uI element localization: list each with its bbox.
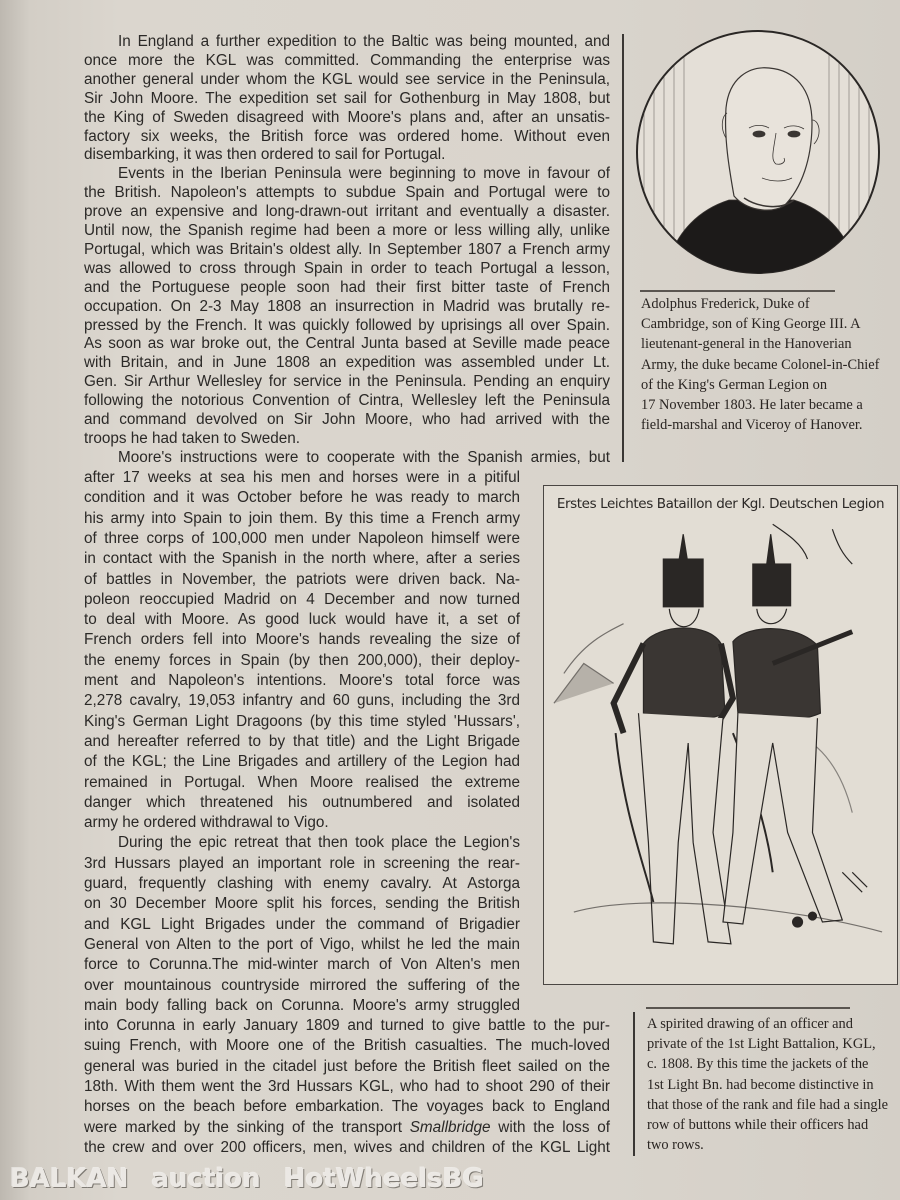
text-line [84, 813, 520, 833]
watermark-line1: BALKAN [10, 1164, 129, 1194]
text-line [84, 935, 520, 955]
caption-line: Adolphus Frederick, Duke of [641, 296, 810, 312]
text-line-content: and command devolved on Sir John Moore, who had arrived with the [84, 411, 610, 428]
text-line [84, 894, 520, 914]
column-rule-bottom [633, 1012, 635, 1156]
text-line-content: Until now, the Spanish regime had been a more or less willing ally, unlike [84, 222, 610, 239]
caption-line: A spirited drawing of an officer and [647, 1016, 853, 1032]
text-line [84, 222, 610, 241]
text-line [84, 996, 520, 1016]
text-line-content: guard, frequently clashing with enemy cavalry. At Astorga [84, 875, 520, 892]
text-line-content: the King of Sweden disagreed with Moore's plans and, after an unsatis- [84, 108, 610, 126]
text-line [84, 773, 520, 793]
text-line [84, 317, 610, 336]
text-line-content: general was buried in the citadel just before the British fleet sailed on the [84, 1057, 610, 1075]
text-line-content: King's German Light Dragoons (by this time styled 'Hussars', [84, 712, 520, 730]
text-line-content: was allowed to cross through Spain in order to teach Portugal a lesson, [84, 259, 610, 277]
caption-line: c. 1808. By this time the jackets of the [647, 1056, 869, 1073]
text-line-content: French orders fell into Moore's hands revealing the size of [84, 631, 520, 649]
caption-line: 17 November 1803. He later became a [641, 396, 863, 413]
text-line [84, 260, 610, 279]
text-line [84, 671, 520, 691]
watermark-line3: HotWheelsBG [283, 1164, 484, 1194]
text-line-content: on 30 December Moore split his forces, sending the British [84, 895, 520, 913]
portrait-duke-of-cambridge [634, 28, 882, 276]
caption-line: row of buttons while their officers had [647, 1116, 869, 1133]
text-line-content: During the epic retreat that then took place the Legion's [118, 834, 520, 852]
text-line [84, 165, 610, 184]
text-line-content: after 17 weeks at sea his men and horses were in a pitiful [84, 469, 520, 486]
text-line [84, 411, 610, 430]
text-line-content: another general under whom the KGL would see service in the Peninsula, [84, 70, 610, 88]
column-rule-top [622, 34, 624, 462]
text-segment: were marked by the sinking of the transport [84, 1118, 410, 1136]
text-line [84, 833, 520, 853]
text-line [84, 392, 610, 411]
text-line-content: factory six weeks, the British force was ordered home. Without even [84, 127, 610, 145]
text-line-content: Gen. Sir Arthur Wellesley for service in the Peninsula. Pending an enquiry [84, 373, 610, 391]
text-line-content: troops he had taken to Sweden. [84, 429, 301, 447]
text-line [84, 468, 520, 488]
text-line-content: disembarking, it was then ordered to sail for Portugal. [84, 146, 446, 164]
text-line [84, 354, 610, 373]
text-line-content: 18th. With them went the 3rd Hussars KGL, who had to shoot 290 of their [84, 1078, 610, 1095]
text-line [84, 955, 520, 975]
text-line [84, 1057, 610, 1077]
soldiers-drawing [544, 514, 897, 982]
text-line-content: Portugal, which was Britain's oldest ally. In September 1807 a French army [84, 240, 610, 258]
text-line [84, 203, 610, 222]
text-line-content: As soon as war broke out, the Central Junta based at Seville made peace [84, 335, 610, 353]
text-line-content: Moore's instructions were to cooperate with the Spanish armies, but [118, 448, 610, 466]
text-line [84, 570, 520, 590]
text-line-content: with Britain, and in June 1808 an expedition was assembled under Lt. [84, 354, 610, 372]
text-line [84, 109, 610, 128]
text-line-content: of battles in November, the patriots were driven back. Na- [84, 570, 520, 588]
caption-line: Cambridge, son of King George III. A [641, 316, 861, 333]
watermark [10, 1162, 498, 1196]
text-line [84, 1036, 610, 1056]
text-line-content: horses on the beach before embarkation. The voyages back to England [84, 1098, 610, 1116]
text-line [84, 1118, 610, 1138]
watermark-line2: auction [151, 1164, 261, 1194]
text-line-content: the enemy forces in Spain (by then 200,000), their deploy- [84, 651, 520, 669]
text-line [84, 146, 610, 165]
text-line-content: of the KGL; the Line Brigades and artillery of the Legion had [84, 753, 520, 771]
text-line [84, 610, 520, 630]
text-line-content: pressed by the French. It was quickly followed by uprisings all over Spain. [84, 316, 610, 334]
text-line [84, 752, 520, 772]
portrait-caption [641, 294, 879, 435]
caption-rule-illustration [646, 1007, 850, 1009]
text-line [84, 651, 520, 671]
text-line-content: General von Alten to the port of Vigo, whilst he led the main [84, 935, 520, 953]
text-line-content: his army into Spain to join them. By this time a French army [84, 509, 520, 527]
text-line-content: occupation. On 2-3 May 1808 an insurrection in Madrid was brutally re- [84, 297, 610, 315]
text-line [84, 691, 520, 711]
text-line-content: following the notorious Convention of Cintra, Wellesley left the Peninsula [84, 392, 610, 410]
text-line [84, 854, 520, 874]
caption-line: 1st Light Bn. had become distinctive in [647, 1076, 874, 1093]
text-line [84, 33, 610, 52]
illustration-light-battalion [543, 485, 898, 985]
text-line-content: prove an expensive and long-drawn-out irritant and eventually a disaster. [84, 203, 610, 221]
text-line [84, 712, 520, 732]
text-line [84, 298, 610, 317]
ship-name: Smallbridge [409, 1118, 491, 1136]
text-line [84, 1016, 610, 1036]
text-line-content: 3rd Hussars played an important role in screening the rear- [84, 854, 520, 872]
text-line [84, 1097, 610, 1117]
text-line [84, 529, 520, 549]
text-line [84, 90, 610, 109]
text-line-content [84, 1118, 610, 1138]
text-line [84, 71, 610, 90]
text-line [84, 241, 610, 260]
caption-line: that those of the rank and file had a single [647, 1096, 888, 1113]
text-line [84, 874, 520, 894]
caption-line: two rows. [647, 1137, 704, 1154]
text-line-content: Events in the Iberian Peninsula were beginning to move in favour of [118, 165, 610, 183]
text-line [84, 373, 610, 392]
text-line-content: Sir John Moore. The expedition set sail for Gothenburg in May 1808, but [84, 89, 610, 107]
text-line-content: ment and Napoleon's intentions. Moore's total force was [84, 672, 520, 689]
illustration-caption [647, 1014, 888, 1155]
text-line [84, 279, 610, 298]
text-line-content: and hereafter referred to by that title) and the Light Brigade [84, 732, 520, 750]
text-line-content: force to Corunna.The mid-winter march of Von Alten's men [84, 956, 520, 974]
text-line-content: to deal with Moore. As good luck would have it, a set of [84, 611, 520, 629]
text-line [84, 793, 520, 813]
caption-line: lieutenant-general in the Hanoverian [641, 336, 852, 353]
text-line [84, 430, 610, 449]
text-line-content: remained in Portugal. When Moore realised the extreme [84, 773, 520, 791]
caption-line: field-marshal and Viceroy of Hanover. [641, 417, 863, 434]
caption-line: of the King's German Legion on [641, 376, 828, 393]
text-line [84, 915, 520, 935]
text-line [84, 976, 520, 996]
text-line [84, 509, 520, 529]
text-segment: with the loss of [490, 1118, 610, 1136]
text-line-content: in contact with the Spanish in the north where, after a series [84, 550, 520, 568]
caption-line: private of the 1st Light Battalion, KGL, [647, 1036, 876, 1053]
text-line [84, 590, 520, 610]
caption-rule-portrait [640, 290, 835, 292]
text-line-content: of three corps of 100,000 men under Napoleon himself were [84, 529, 520, 547]
text-line-content: and KGL Light Brigades under the command of Brigadier [84, 915, 520, 933]
text-line-content: and the Portuguese people soon had their first bitter taste of French [84, 278, 610, 296]
text-line [84, 549, 520, 569]
text-line [84, 52, 610, 71]
caption-line: Army, the duke became Colonel-in-Chief [641, 356, 880, 373]
text-line-content: the British. Napoleon's attempts to subdue Spain and Portugal were to [84, 184, 610, 202]
text-line [84, 488, 520, 508]
text-line-content: main body falling back on Corunna. Moore's army struggled [84, 996, 520, 1014]
text-line-content: over mountainous countryside mirrored the suffering of the [84, 976, 520, 994]
text-line [84, 128, 610, 147]
text-line-content: condition and it was October before he was ready to march [84, 489, 520, 507]
text-line [84, 335, 610, 354]
text-line-content: once more the KGL was committed. Commanding the enterprise was [84, 51, 610, 69]
text-line-content: In England a further expedition to the Baltic was being mounted, and [118, 33, 610, 50]
text-line-content: danger which threatened his outnumbered and isolated [84, 793, 520, 811]
text-line-content: army he ordered withdrawal to Vigo. [84, 814, 329, 832]
text-line-content: poleon reoccupied Madrid on 4 December and now turned [84, 590, 520, 608]
text-line [84, 184, 610, 203]
text-line-content: into Corunna in early January 1809 and turned to give battle to the pur- [84, 1017, 610, 1035]
text-line [84, 630, 520, 650]
text-line-content: 2,278 cavalry, 19,053 infantry and 60 guns, including the 3rd [84, 692, 520, 710]
text-line-content: the crew and over 200 officers, men, wives and children of the KGL Light [84, 1138, 610, 1156]
illustration-title: Erstes Leichtes Bataillon der Kgl. Deutschen Legion [556, 496, 885, 512]
text-line [84, 1138, 610, 1158]
text-line [84, 449, 610, 468]
text-line [84, 732, 520, 752]
text-line-content: suing French, with Moore one of the British casualties. The much-loved [84, 1037, 610, 1055]
text-line [84, 1077, 610, 1097]
